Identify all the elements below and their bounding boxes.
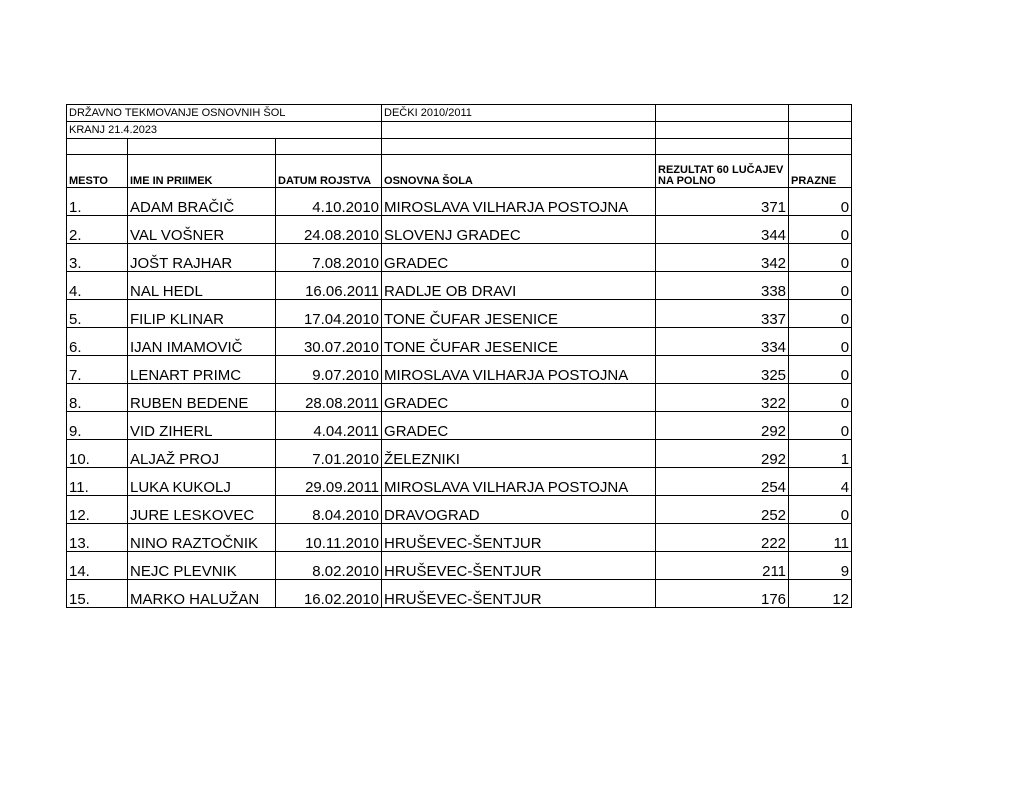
cell-rezultat: 344 [656, 216, 789, 244]
cell-sola: GRADEC [382, 384, 656, 412]
cell-rezultat: 252 [656, 496, 789, 524]
cell-datum: 16.02.2010 [276, 580, 382, 608]
cell-datum: 4.10.2010 [276, 188, 382, 216]
empty-cell [789, 122, 852, 139]
table-row [67, 552, 852, 580]
cell-mesto: 9. [67, 412, 128, 440]
cell-prazne: 0 [789, 356, 852, 384]
table-row [67, 412, 852, 440]
table-row [67, 244, 852, 272]
cell-sola: HRUŠEVEC-ŠENTJUR [382, 580, 656, 608]
empty-cell [656, 122, 789, 139]
cell-sola: HRUŠEVEC-ŠENTJUR [382, 552, 656, 580]
cell-mesto: 10. [67, 440, 128, 468]
cell-prazne: 12 [789, 580, 852, 608]
table-row [67, 580, 852, 608]
table-row [67, 496, 852, 524]
cell-sola: RADLJE OB DRAVI [382, 272, 656, 300]
cell-prazne: 1 [789, 440, 852, 468]
cell-prazne: 0 [789, 496, 852, 524]
col-header-mesto: MESTO [67, 155, 128, 188]
cell-mesto: 13. [67, 524, 128, 552]
cell-mesto: 2. [67, 216, 128, 244]
empty-cell [67, 139, 128, 155]
cell-sola: ŽELEZNIKI [382, 440, 656, 468]
cell-datum: 28.08.2011 [276, 384, 382, 412]
place-date: KRANJ 21.4.2023 [67, 122, 382, 139]
cell-prazne: 0 [789, 384, 852, 412]
column-header-row [67, 155, 852, 188]
cell-datum: 4.04.2011 [276, 412, 382, 440]
cell-ime: NAL HEDL [128, 272, 276, 300]
cell-rezultat: 371 [656, 188, 789, 216]
cell-prazne: 0 [789, 412, 852, 440]
cell-sola: MIROSLAVA VILHARJA POSTOJNA [382, 356, 656, 384]
cell-ime: MARKO HALUŽAN [128, 580, 276, 608]
cell-prazne: 11 [789, 524, 852, 552]
cell-rezultat: 322 [656, 384, 789, 412]
cell-ime: NINO RAZTOČNIK [128, 524, 276, 552]
cell-datum: 10.11.2010 [276, 524, 382, 552]
cell-rezultat: 338 [656, 272, 789, 300]
cell-mesto: 5. [67, 300, 128, 328]
cell-datum: 24.08.2010 [276, 216, 382, 244]
cell-sola: TONE ČUFAR JESENICE [382, 300, 656, 328]
cell-datum: 7.08.2010 [276, 244, 382, 272]
cell-rezultat: 211 [656, 552, 789, 580]
cell-ime: RUBEN BEDENE [128, 384, 276, 412]
cell-mesto: 6. [67, 328, 128, 356]
cell-rezultat: 325 [656, 356, 789, 384]
cell-rezultat: 292 [656, 412, 789, 440]
cell-mesto: 11. [67, 468, 128, 496]
competition-title: DRŽAVNO TEKMOVANJE OSNOVNIH ŠOL [67, 105, 382, 122]
empty-cell [128, 139, 276, 155]
cell-ime: ADAM BRAČIČ [128, 188, 276, 216]
cell-rezultat: 334 [656, 328, 789, 356]
cell-prazne: 0 [789, 188, 852, 216]
cell-ime: LUKA KUKOLJ [128, 468, 276, 496]
empty-cell [789, 105, 852, 122]
cell-ime: LENART PRIMC [128, 356, 276, 384]
cell-mesto: 12. [67, 496, 128, 524]
table-row [67, 328, 852, 356]
cell-sola: TONE ČUFAR JESENICE [382, 328, 656, 356]
col-header-rezultat-line2: NA POLNO [658, 175, 716, 187]
results-table [66, 104, 852, 608]
cell-datum: 7.01.2010 [276, 440, 382, 468]
cell-prazne: 0 [789, 216, 852, 244]
cell-ime: JURE LESKOVEC [128, 496, 276, 524]
cell-sola: SLOVENJ GRADEC [382, 216, 656, 244]
cell-mesto: 3. [67, 244, 128, 272]
table-row [67, 272, 852, 300]
table-row [67, 216, 852, 244]
empty-cell [276, 139, 382, 155]
cell-prazne: 9 [789, 552, 852, 580]
table-row [67, 524, 852, 552]
table-row [67, 440, 852, 468]
cell-ime: VID ZIHERL [128, 412, 276, 440]
table-row [67, 468, 852, 496]
cell-sola: MIROSLAVA VILHARJA POSTOJNA [382, 188, 656, 216]
empty-cell [656, 139, 789, 155]
cell-ime: FILIP KLINAR [128, 300, 276, 328]
cell-rezultat: 254 [656, 468, 789, 496]
table-row [67, 188, 852, 216]
empty-cell [382, 139, 656, 155]
cell-rezultat: 337 [656, 300, 789, 328]
table-row [67, 356, 852, 384]
col-header-prazne: PRAZNE [789, 155, 852, 188]
col-header-rezultat-line1: REZULTAT 60 LUČAJEV [658, 164, 784, 176]
cell-datum: 29.09.2011 [276, 468, 382, 496]
cell-mesto: 7. [67, 356, 128, 384]
category-label: DEČKI 2010/2011 [382, 105, 656, 122]
empty-cell [789, 139, 852, 155]
col-header-rezultat [656, 155, 789, 188]
col-header-ime: IME IN PRIIMEK [128, 155, 276, 188]
cell-ime: VAL VOŠNER [128, 216, 276, 244]
cell-datum: 16.06.2011 [276, 272, 382, 300]
empty-cell [656, 105, 789, 122]
cell-rezultat: 222 [656, 524, 789, 552]
cell-mesto: 1. [67, 188, 128, 216]
cell-datum: 8.02.2010 [276, 552, 382, 580]
cell-rezultat: 342 [656, 244, 789, 272]
cell-datum: 17.04.2010 [276, 300, 382, 328]
cell-mesto: 15. [67, 580, 128, 608]
cell-datum: 8.04.2010 [276, 496, 382, 524]
cell-sola: GRADEC [382, 244, 656, 272]
cell-prazne: 0 [789, 328, 852, 356]
cell-prazne: 0 [789, 272, 852, 300]
cell-mesto: 8. [67, 384, 128, 412]
empty-cell [382, 122, 656, 139]
col-header-datum: DATUM ROJSTVA [276, 155, 382, 188]
table-row [67, 384, 852, 412]
cell-datum: 30.07.2010 [276, 328, 382, 356]
place-date-row [67, 122, 852, 139]
cell-ime: IJAN IMAMOVIČ [128, 328, 276, 356]
cell-rezultat: 176 [656, 580, 789, 608]
cell-prazne: 4 [789, 468, 852, 496]
cell-prazne: 0 [789, 244, 852, 272]
cell-prazne: 0 [789, 300, 852, 328]
cell-sola: GRADEC [382, 412, 656, 440]
cell-sola: HRUŠEVEC-ŠENTJUR [382, 524, 656, 552]
cell-ime: JOŠT RAJHAR [128, 244, 276, 272]
cell-rezultat: 292 [656, 440, 789, 468]
cell-mesto: 4. [67, 272, 128, 300]
cell-datum: 9.07.2010 [276, 356, 382, 384]
table-row [67, 300, 852, 328]
cell-ime: NEJC PLEVNIK [128, 552, 276, 580]
cell-sola: MIROSLAVA VILHARJA POSTOJNA [382, 468, 656, 496]
cell-sola: DRAVOGRAD [382, 496, 656, 524]
title-row [67, 105, 852, 122]
cell-ime: ALJAŽ PROJ [128, 440, 276, 468]
blank-row [67, 139, 852, 155]
col-header-sola: OSNOVNA ŠOLA [382, 155, 656, 188]
cell-mesto: 14. [67, 552, 128, 580]
